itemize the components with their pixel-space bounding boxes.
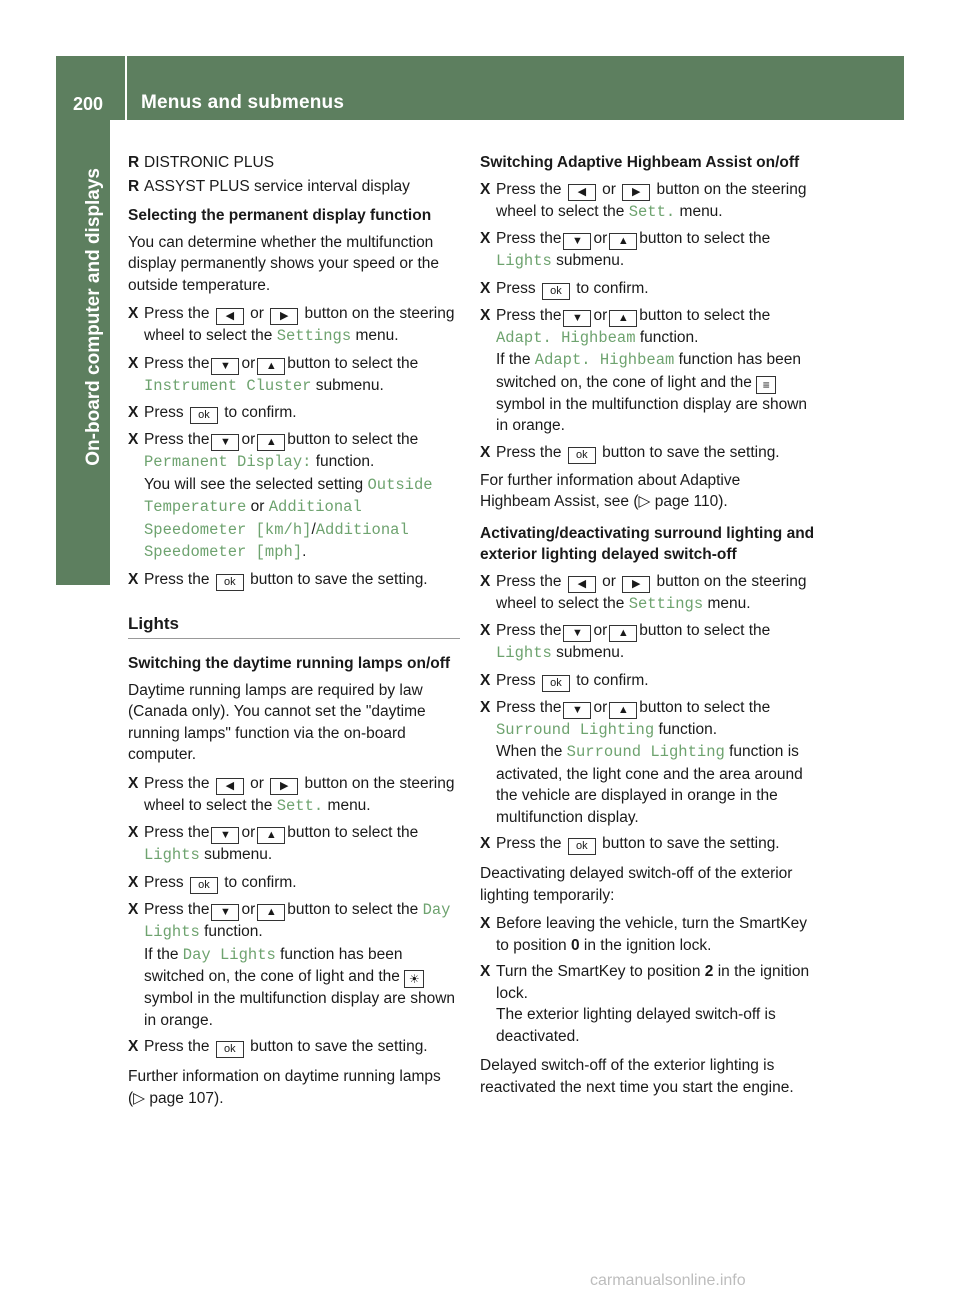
down-arrow-icon: ▼ [211,434,239,451]
surround-heading: Activating/deactivating surround lighting and exterior lighting delayed switch-off [480,524,815,563]
right-arrow-icon: ▶ [622,184,650,201]
deactivate-intro: Deactivating delayed switch-off of the exterior lighting temporarily: [480,865,793,904]
instruction-step: X Press the ▼ or ▲ button to select the Permanent Display: function. You will see the selected setting Outside Temperature or Additional Speedometer [km/h]/Additional Speedometer [mph]. [128,429,460,564]
drl-heading: Switching the daytime running lamps on/off [128,655,451,672]
down-arrow-icon: ▼ [563,310,591,327]
instruction-step: X Press the ◀ or ▶ button on the steering wheel to select the Settings menu. [128,305,455,345]
instruction-step: X Press ok to confirm. [480,278,815,300]
perm-heading: Selecting the permanent display function [128,207,432,224]
ok-button-icon: ok [216,1041,244,1058]
instruction-step: X Press the ok button to save the setting. [480,442,815,464]
drl-intro: Daytime running lamps are required by law (Canada only). You cannot set the "daytime running lamps" function via the on-board computer. [128,681,426,763]
up-arrow-icon: ▲ [257,358,285,375]
list-item: R DISTRONIC PLUS [128,154,275,171]
reactivate-note: Delayed switch-off of the exterior lighting is reactivated the next time you start the engine. [480,1057,794,1096]
up-arrow-icon: ▲ [609,310,637,327]
list-item: R ASSYST PLUS service interval display [128,177,410,195]
instruction-step: X Press the ok button to save the setting. [128,569,460,591]
page-number: 200 [72,94,104,114]
up-arrow-icon: ▲ [609,702,637,719]
right-arrow-icon: ▶ [270,778,298,795]
header-divider [125,56,127,120]
step-note: You will see the selected setting Outside Temperature or Additional Speedometer [km/h]/Additional Speedometer [mph]. [144,475,433,561]
down-arrow-icon: ▼ [563,702,591,719]
left-arrow-icon: ◀ [216,308,244,325]
aha-further-info: For further information about Adaptive Highbeam Assist, see (▷ page 110). [480,471,741,510]
up-arrow-icon: ▲ [257,827,285,844]
instruction-step: X Before leaving the vehicle, turn the SmartKey to position 0 in the ignition lock. [480,915,808,954]
down-arrow-icon: ▼ [563,233,591,250]
section-divider [128,638,460,639]
down-arrow-icon: ▼ [211,827,239,844]
right-column [480,152,815,1105]
step-note: If the Adapt. Highbeam function has been switched on, the cone of light and the ≡ symbol in the multifunction display are shown in orange. [496,351,808,434]
up-arrow-icon: ▲ [609,625,637,642]
down-arrow-icon: ▼ [211,904,239,921]
highbeam-assist-icon: ≡ [756,376,776,394]
down-arrow-icon: ▼ [211,358,239,375]
right-arrow-icon: ▶ [622,576,650,593]
instruction-step: X Turn the SmartKey to position 2 in the ignition lock. The exterior lighting delayed switch-off is deactivated. [480,961,815,1047]
left-arrow-icon: ◀ [568,576,596,593]
section-heading: Lights [128,613,179,633]
instruction-step: X Press the ▼ or ▲ button to select the Day Lights function. If the Day Lights function has been switched on, the cone of light and the ☀ symbol in the multifunction display are shown in orange. [128,899,460,1032]
instruction-step: X Press ok to confirm. [480,670,815,692]
step-note: If the Day Lights function has been switched on, the cone of light and the ☀ symbol in the multifunction display are shown in orange. [144,945,456,1029]
up-arrow-icon: ▲ [257,434,285,451]
up-arrow-icon: ▲ [609,233,637,250]
up-arrow-icon: ▲ [257,904,285,921]
ok-button-icon: ok [568,447,596,464]
instruction-step: X Press the ok button to save the setting. [128,1036,460,1058]
instruction-step: X Press the ▼ or ▲ button to select the Lights submenu. [480,622,771,662]
instruction-step: X Press the ◀ or ▶ button on the steering wheel to select the Sett. menu. [480,180,807,221]
watermark: carmanualsonline.info [590,1272,746,1289]
instruction-step: X Press the ▼ or ▲ button to select the Instrument Cluster submenu. [128,354,419,395]
ok-button-icon: ok [568,838,596,855]
instruction-step: X Press the ok button to save the setting. [480,833,815,855]
instruction-step: X Press the ◀ or ▶ button on the steering wheel to select the Settings menu. [480,572,807,613]
instruction-step: X Press the ▼ or ▲ button to select the Lights submenu. [480,230,771,270]
step-note: When the Surround Lighting function is activated, the light cone and the area around the vehicle are displayed in orange in the multifunction display. [496,743,803,826]
ok-button-icon: ok [542,283,570,300]
aha-heading: Switching Adaptive Highbeam Assist on/off [480,154,800,171]
instruction-step: X Press the ▼ or ▲ button to select the Surround Lighting function. When the Surround Lighting function is activated, the light cone and the area around the vehicle are displayed in orange in the multifunction display. [480,697,815,829]
instruction-step: X Press the ▼ or ▲ button to select the Adapt. Highbeam function. If the Adapt. Highbeam function has been switched on, the cone of light and the ≡ symbol in the multifunction display are shown in orange. [480,305,815,437]
step-note: The exterior lighting delayed switch-off is deactivated. [496,1006,776,1045]
instruction-step: X Press ok to confirm. [128,402,460,424]
ok-button-icon: ok [190,407,218,424]
ok-button-icon: ok [216,574,244,591]
ok-button-icon: ok [190,877,218,894]
left-arrow-icon: ◀ [568,184,596,201]
left-arrow-icon: ◀ [216,778,244,795]
perm-intro: You can determine whether the multifunction display permanently shows your speed or the outside temperature. [128,233,440,294]
page-title: Menus and submenus [141,92,345,113]
instruction-step: X Press ok to confirm. [128,872,460,894]
instruction-step: X Press the ▼ or ▲ button to select the Lights submenu. [128,824,419,864]
side-label: On-board computer and displays [83,168,104,466]
drl-further-info: Further information on daytime running lamps (▷ page 107). [128,1068,441,1107]
right-arrow-icon: ▶ [270,308,298,325]
daytime-lights-icon: ☀ [404,970,424,988]
down-arrow-icon: ▼ [563,625,591,642]
left-column [128,152,460,1116]
instruction-step: X Press the ◀ or ▶ button on the steering wheel to select the Sett. menu. [128,774,455,815]
ok-button-icon: ok [542,675,570,692]
